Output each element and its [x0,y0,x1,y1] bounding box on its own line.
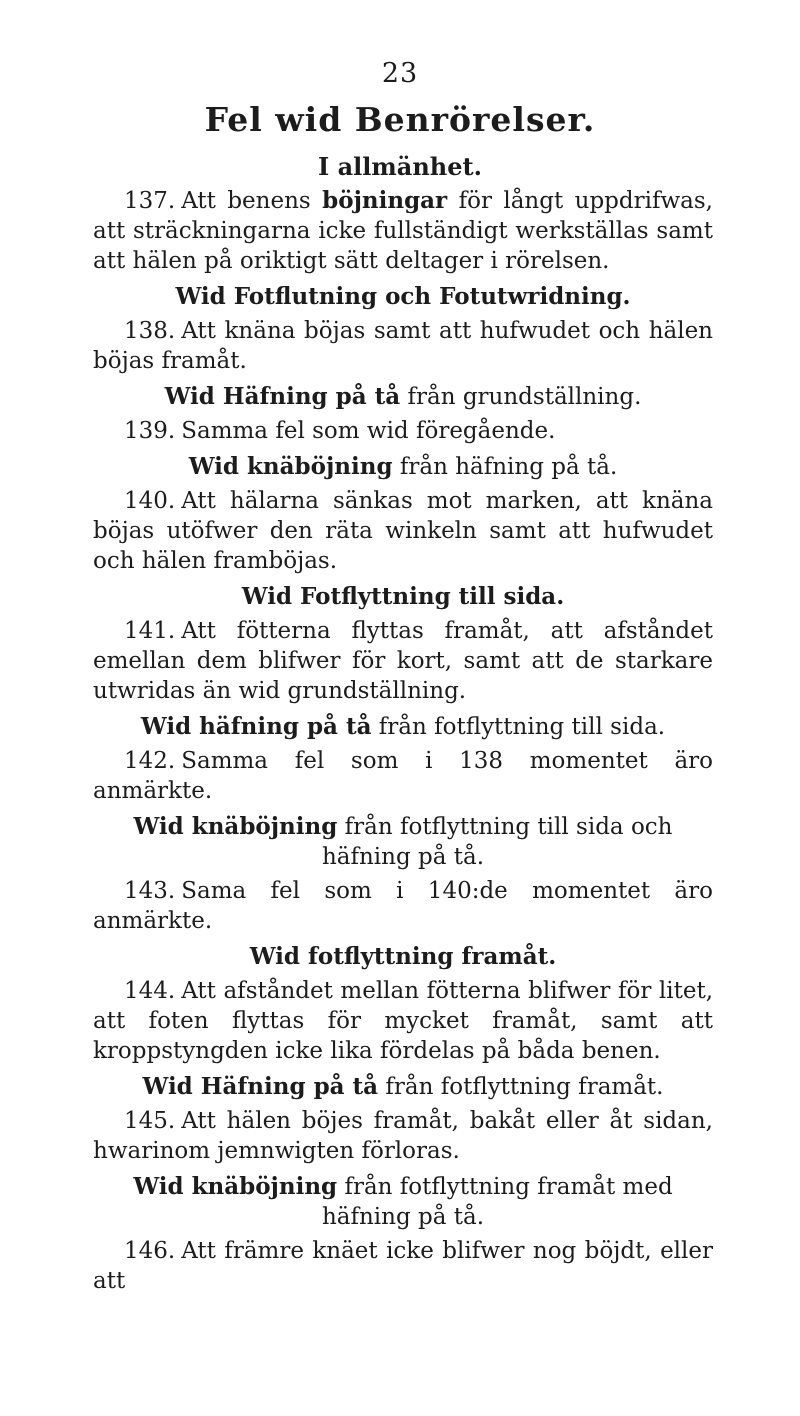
paragraph-number: 143. [124,878,176,904]
paragraph-number: 140. [124,488,176,514]
subheading-rest: från grundställning. [400,384,642,410]
subheading-lead: Wid häfning på tå [140,713,372,740]
paragraph-text: Att knäna böjas samt att hufwudet och hälen böjas framåt. [93,318,713,374]
paragraph-number: 145. [124,1108,176,1134]
paragraph-138 [93,316,713,376]
paragraph-140 [93,486,713,576]
subheading [93,382,713,412]
subheading [93,1172,713,1232]
paragraph-text: Samma fel som wid föregående. [181,418,556,444]
subheading [93,942,713,972]
paragraph-text: Att hälen böjes framåt, bakåt eller åt sidan, hwarinom jemnwigten förloras. [93,1108,713,1164]
section-heading: I allmänhet. [318,152,482,181]
paragraph-text: Att afståndet mellan fötterna blifwer för litet, att foten flyttas för mycket framåt, samt att kroppstyngden icke lika fördelas på båda benen. [93,978,713,1064]
paragraph-number: 138. [124,318,176,344]
page-number: 23 [381,58,419,89]
subheading-lead: Wid Fotflutning och Fotutwridning. [175,283,631,310]
paragraph-text: för långt uppdrifwas, att sträckningarna icke fullständigt werkställas samt att hälen på oriktigt sätt deltager i rörelsen. [93,188,713,274]
subheading-rest: från fotflyttning framåt. [378,1074,664,1100]
paragraph-145 [93,1106,713,1166]
subheading [93,582,713,612]
paragraph-number: 144. [124,978,176,1004]
paragraph-number: 146. [124,1238,176,1264]
subheading-lead: Wid Häfning på tå [142,1073,379,1100]
subheading-lead: Wid Fotflyttning till sida. [241,583,565,610]
paragraph-146 [93,1236,713,1296]
subheading-lead: Wid fotflyttning framåt. [249,943,557,970]
paragraph-143 [93,876,713,936]
paragraph-text: Sama fel som i 140:de momentet äro anmärkte. [93,878,713,934]
subheading-lead: Wid Häfning på tå [164,383,401,410]
subheading [93,1072,713,1102]
subheading-rest: från fotflyttning till sida. [371,714,666,740]
paragraph-text: Samma fel som i 138 momentet äro anmärkte. [93,748,713,804]
body-text [93,186,713,1300]
paragraph-text: Att fötterna flyttas framåt, att afståndet emellan dem blifwer för kort, samt att de starkare utwridas än wid grundställning. [93,618,713,704]
paragraph-text: Att benens [181,188,323,214]
subheading-rest: från fotflyttning till sida och häfning på tå. [321,814,673,870]
emphasis-text: böjningar [322,187,448,214]
subheading [93,452,713,482]
paragraph-number: 142. [124,748,176,774]
page-title: Fel wid Benrörelser. [204,100,596,139]
paragraph-142 [93,746,713,806]
subheading [93,712,713,742]
subheading-rest: från fotflyttning framåt med häfning på tå. [321,1174,673,1230]
paragraph-141 [93,616,713,706]
subheading-rest: från häfning på tå. [392,454,618,480]
subheading-lead: Wid knäböjning [133,813,338,840]
subheading-lead: Wid knäböjning [188,453,393,480]
paragraph-text: Att främre knäet icke blifwer nog böjdt, eller att [93,1238,713,1294]
paragraph-number: 137. [124,188,176,214]
subheading [93,282,713,312]
paragraph-number: 141. [124,618,176,644]
paragraph-139 [93,416,713,446]
paragraph-number: 139. [124,418,176,444]
paragraph-137 [93,186,713,276]
paragraph-144 [93,976,713,1066]
paragraph-text: Att hälarna sänkas mot marken, att knäna böjas utöfwer den räta winkeln samt att hufwudet och hälen framböjas. [93,488,713,574]
subheading-lead: Wid knäböjning [133,1173,338,1200]
subheading [93,812,713,872]
